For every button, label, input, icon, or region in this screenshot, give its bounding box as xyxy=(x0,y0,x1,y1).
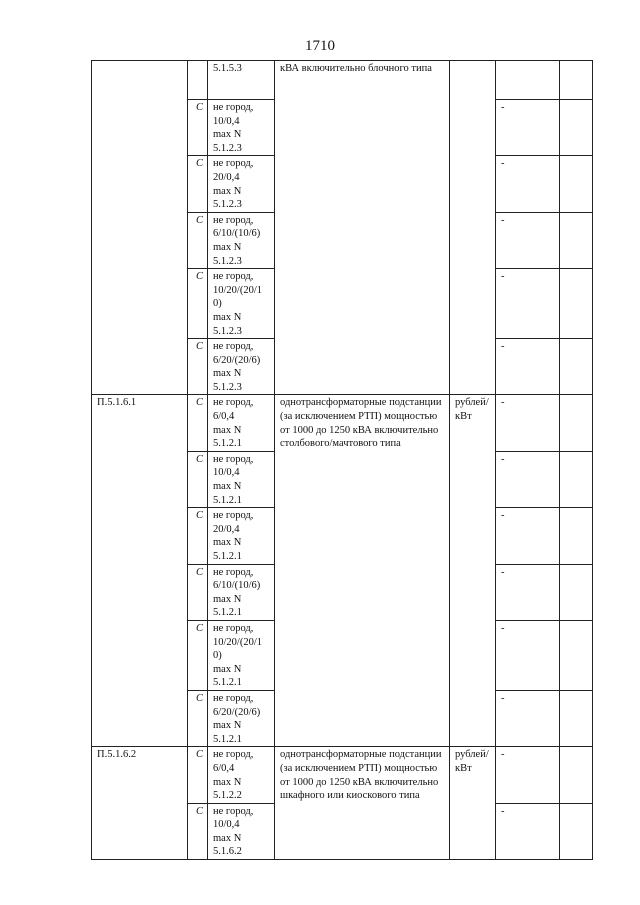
c-cell: С xyxy=(188,269,208,339)
condition-cell xyxy=(208,747,275,803)
condition-line: 10/0,4 xyxy=(213,819,240,831)
c-cell: С xyxy=(188,690,208,746)
condition-cell xyxy=(208,156,275,212)
value-cell: - xyxy=(496,803,560,859)
value-cell: - xyxy=(496,212,560,268)
empty-cell xyxy=(560,803,593,859)
condition-line: max N xyxy=(213,720,242,732)
condition-cell: 5.1.5.3 xyxy=(208,61,275,100)
condition-line: max N xyxy=(213,776,242,788)
condition-cell xyxy=(208,339,275,395)
value-cell: - xyxy=(496,508,560,564)
c-cell: С xyxy=(188,212,208,268)
condition-line: max N xyxy=(213,185,242,197)
description-cell: однотрансформаторные подстанции (за исключением РТП) мощностью от 1000 до 1250 кВА включительно столбового/мачтового типа xyxy=(275,395,450,747)
condition-line: не город, xyxy=(213,692,254,704)
condition-line: max N xyxy=(213,424,242,436)
condition-line: 0) xyxy=(213,650,222,662)
condition-line: 6/10/(10/6) xyxy=(213,228,261,240)
condition-cell xyxy=(208,212,275,268)
condition-line: max N xyxy=(213,832,242,844)
empty-cell xyxy=(560,747,593,803)
condition-line: 5.1.2.3 xyxy=(213,255,242,267)
condition-cell xyxy=(208,690,275,746)
condition-cell xyxy=(208,269,275,339)
c-cell: С xyxy=(188,451,208,507)
value-cell: - xyxy=(496,620,560,690)
empty-cell xyxy=(560,339,593,395)
condition-cell xyxy=(208,803,275,859)
code-cell: П.5.1.6.2 xyxy=(92,747,188,860)
empty-cell xyxy=(560,269,593,339)
condition-line: 5.1.2.3 xyxy=(213,142,242,154)
empty-cell xyxy=(560,620,593,690)
value-cell xyxy=(496,61,560,100)
c-cell: С xyxy=(188,747,208,803)
value-cell: - xyxy=(496,395,560,451)
condition-line: max N xyxy=(213,663,242,675)
empty-cell xyxy=(560,212,593,268)
value-cell: - xyxy=(496,156,560,212)
c-cell xyxy=(188,61,208,100)
condition-line: 20/0,4 xyxy=(213,171,240,183)
tariff-table xyxy=(91,60,593,860)
condition-line: 6/0,4 xyxy=(213,762,235,774)
condition-line: 5.1.2.1 xyxy=(213,677,242,689)
table-row xyxy=(92,61,593,100)
condition-line: 5.1.2.1 xyxy=(213,733,242,745)
empty-cell xyxy=(560,395,593,451)
condition-line: 6/10/(10/6) xyxy=(213,580,261,592)
condition-line: не город, xyxy=(213,453,254,465)
condition-cell xyxy=(208,564,275,620)
condition-line: max N xyxy=(213,481,242,493)
condition-line: 5.1.2.2 xyxy=(213,790,242,802)
value-cell: - xyxy=(496,564,560,620)
condition-line: 10/0,4 xyxy=(213,467,240,479)
c-cell: С xyxy=(188,508,208,564)
condition-line: 10/0,4 xyxy=(213,115,240,127)
description-cell: однотрансформаторные подстанции (за исключением РТП) мощностью от 1000 до 1250 кВА включительно шкафного или киоскового типа xyxy=(275,747,450,860)
c-cell: С xyxy=(188,620,208,690)
condition-line: max N xyxy=(213,537,242,549)
condition-line: max N xyxy=(213,593,242,605)
condition-line: не город, xyxy=(213,566,254,578)
condition-cell xyxy=(208,100,275,156)
code-cell: П.5.1.6.1 xyxy=(92,395,188,747)
empty-cell xyxy=(560,564,593,620)
condition-line: max N xyxy=(213,368,242,380)
condition-cell xyxy=(208,620,275,690)
condition-line: 10/20/(20/1 xyxy=(213,636,262,648)
condition-line: не город, xyxy=(213,397,254,409)
condition-line: 6/20/(20/6) xyxy=(213,706,261,718)
c-cell: С xyxy=(188,156,208,212)
empty-cell xyxy=(560,156,593,212)
condition-line: не город, xyxy=(213,749,254,761)
c-cell: С xyxy=(188,803,208,859)
page-number: 1710 xyxy=(305,38,335,54)
condition-line: 5.1.2.1 xyxy=(213,438,242,450)
table-row xyxy=(92,395,593,451)
condition-cell xyxy=(208,395,275,451)
unit-cell xyxy=(450,61,496,395)
condition-cell xyxy=(208,451,275,507)
value-cell: - xyxy=(496,747,560,803)
value-cell: - xyxy=(496,339,560,395)
condition-line: 5.1.2.1 xyxy=(213,551,242,562)
condition-line: не город, xyxy=(213,510,254,522)
value-cell: - xyxy=(496,451,560,507)
condition-line: max N xyxy=(213,129,242,141)
empty-cell xyxy=(560,61,593,100)
condition-line: не город, xyxy=(213,102,254,113)
unit-cell: рублей/ кВт xyxy=(450,747,496,860)
table-row xyxy=(92,747,593,803)
condition-line: не город, xyxy=(213,158,254,170)
value-cell: - xyxy=(496,690,560,746)
condition-line: не город, xyxy=(213,214,254,226)
c-cell: С xyxy=(188,395,208,451)
code-cell xyxy=(92,61,188,395)
condition-line: 20/0,4 xyxy=(213,523,240,535)
value-cell: - xyxy=(496,269,560,339)
condition-line: 5.1.2.3 xyxy=(213,199,242,211)
empty-cell xyxy=(560,508,593,564)
empty-cell xyxy=(560,100,593,156)
condition-line: 5.1.6.2 xyxy=(213,846,242,858)
empty-cell xyxy=(560,451,593,507)
condition-line: 5.1.2.3 xyxy=(213,325,242,337)
condition-line: max N xyxy=(213,311,242,323)
value-cell: - xyxy=(496,100,560,156)
condition-line: 5.1.2.1 xyxy=(213,494,242,506)
unit-cell: рублей/ кВт xyxy=(450,395,496,747)
c-cell: С xyxy=(188,339,208,395)
condition-line: не город, xyxy=(213,271,254,283)
condition-line: 10/20/(20/1 xyxy=(213,284,262,296)
condition-line: 6/0,4 xyxy=(213,411,235,423)
c-cell: С xyxy=(188,100,208,156)
condition-line: не город, xyxy=(213,805,254,817)
condition-line: max N xyxy=(213,241,242,253)
c-cell: С xyxy=(188,564,208,620)
condition-line: 5.1.2.3 xyxy=(213,381,242,393)
condition-line: не город, xyxy=(213,622,254,634)
condition-line: 6/20/(20/6) xyxy=(213,354,261,366)
empty-cell xyxy=(560,690,593,746)
condition-line: 0) xyxy=(213,298,222,310)
condition-cell xyxy=(208,508,275,564)
condition-line: 5.1.2.1 xyxy=(213,607,242,619)
condition-line: не город, xyxy=(213,341,254,353)
description-cell: кВА включительно блочного типа xyxy=(275,61,450,395)
